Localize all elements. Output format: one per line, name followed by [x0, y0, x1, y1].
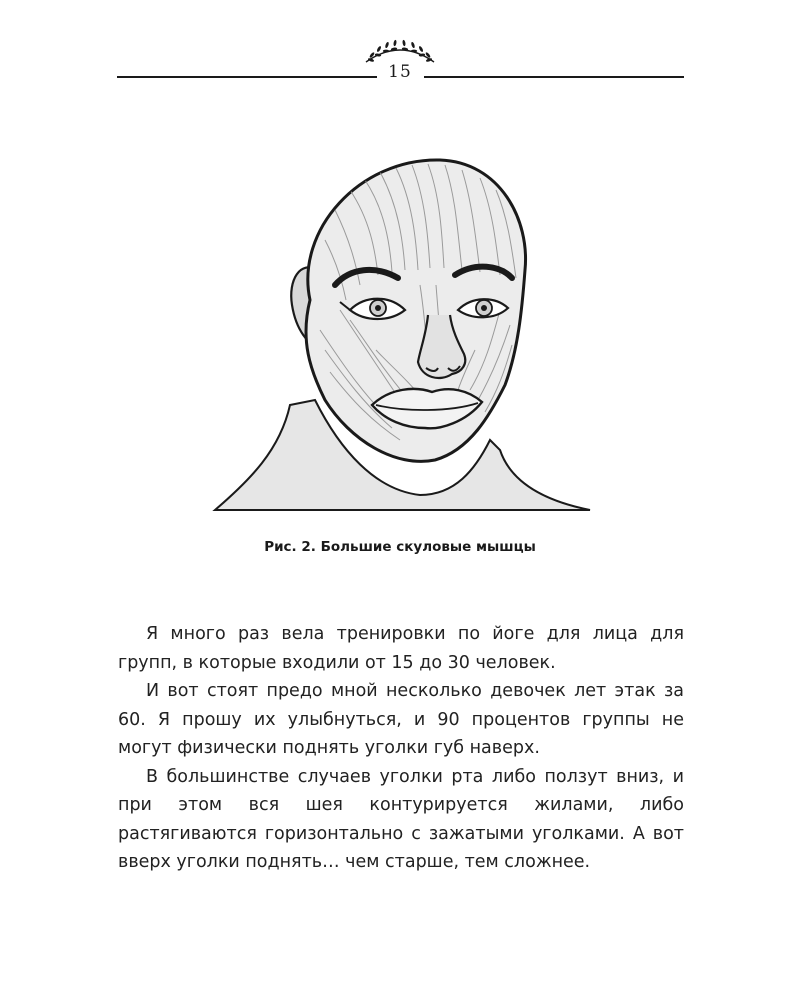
page-header [0, 0, 800, 100]
header-rule-right [424, 76, 684, 78]
figure-caption: Рис. 2. Большие скуловые мышцы [264, 539, 536, 555]
body-text [118, 620, 684, 877]
paragraph: Я много раз вела тренировки по йоге для лица для групп, в которые входили от 15 до 30 человек. [118, 624, 684, 673]
header-rule-left [117, 76, 377, 78]
paragraph: И вот стоят предо мной несколько девочек лет этак за 60. Я прошу их улыбнуться, и 90 процентов группы не могут физически поднять уголки губ наверх. [118, 681, 684, 758]
paragraph: В большинстве случаев уголки рта либо ползут вниз, и при этом вся шея контурируется жилами, либо растягиваются горизонтально с зажатыми уголками. А вот вверх уголки поднять… чем старше, тем сложнее. [118, 766, 684, 872]
face-muscles-illustration [200, 150, 600, 530]
page-number: 15 [388, 62, 412, 82]
